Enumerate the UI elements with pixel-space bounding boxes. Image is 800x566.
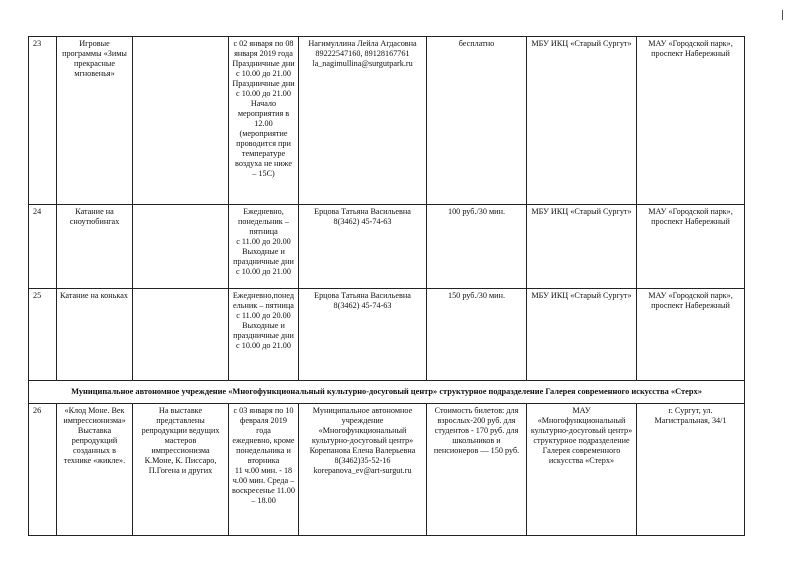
schedule-line: ежедневно, кроме понедельника и вторника (232, 436, 295, 466)
event-name: Игровые программы «Зимы прекрасные мгновенья» (57, 37, 133, 205)
contact-line: 8(3462) 45-74-63 (333, 301, 392, 310)
schedule-line: Начало мероприятия в 12.00 (237, 99, 290, 128)
contact-line: Корепанова Елена Валерьевна (309, 446, 416, 456)
event-organizer: МБУ ИКЦ «Старый Сургут» (527, 205, 637, 289)
event-name: Катание на коньках (57, 289, 133, 381)
event-location: МАУ «Городской парк», проспект Набережный (637, 37, 745, 205)
event-price: 100 руб./30 мин. (427, 205, 527, 289)
contact-line: Ерцова Татьяна Васильевна (314, 207, 411, 216)
event-schedule (229, 289, 299, 381)
event-location: г. Сургут, ул. Магистральная, 34/1 (637, 404, 745, 536)
schedule-line: (мероприятие проводится при температуре воздуха не ниже – 15С) (235, 129, 292, 178)
schedule-line: Выходные и праздничные дни с 10.00 до 21.00 (233, 247, 294, 276)
table-row (29, 205, 745, 289)
schedule-line: с 03 января по 10 февраля 2019 года (233, 406, 294, 436)
event-price: 150 руб./30 мин. (427, 289, 527, 381)
row-number: 25 (29, 289, 57, 381)
event-name: Катание на сноутюбингах (57, 205, 133, 289)
event-description (133, 289, 229, 381)
row-number: 23 (29, 37, 57, 205)
schedule-line: Ежедневно,понедельник – пятница (232, 291, 295, 310)
contact-line: Нагимуллина Лейла Агдасовна (308, 39, 417, 48)
section-header: Муниципальное автономное учреждение «Многофункциональный культурно-досуговый центр» структурное подразделение Галерея современного искусства «Стерх» (29, 381, 745, 404)
contact-line: Муниципальное автономное учреждение «Многофункциональный культурно-досуговый центр» (311, 406, 414, 446)
contact-line: 89222547160, 89128167761 (315, 49, 410, 58)
contact-line: la_nagimullina@surgutpark.ru (312, 59, 413, 68)
section-header-row (29, 381, 745, 404)
events-table (28, 36, 745, 536)
table-row (29, 37, 745, 205)
event-location: МАУ «Городской парк», проспект Набережный (637, 205, 745, 289)
schedule-line: с 11.00 до 20.00 (236, 311, 291, 320)
schedule-line: 11 ч.00 мин. - 18 ч.00 мин. Среда – воскресенье 11.00 – 18.00 (232, 466, 295, 506)
event-price: Стоимость билетов: для взрослых-200 руб. для студентов - 170 руб. для школьников и пенсионеров — 150 руб. (427, 404, 527, 536)
contact-line: Ерцова Татьяна Васильевна (314, 291, 411, 300)
event-description (133, 37, 229, 205)
schedule-line: Праздничные дни с 10.00 до 21.00 (232, 59, 295, 78)
schedule-line: Праздничные дни с 10.00 до 21.00 (232, 79, 295, 98)
event-organizer: МБУ ИКЦ «Старый Сургут» (527, 289, 637, 381)
schedule-line: с 02 января по 08 января 2019 года (233, 39, 294, 58)
event-name: «Клод Моне. Век импрессионизма» Выставка репродукций созданных в технике «жикле». (57, 404, 133, 536)
schedule-line: с 11.00 до 20.00 (236, 237, 291, 246)
contact-line: 8(3462)35-52-16 (334, 456, 391, 466)
contact-line: 8(3462) 45-74-63 (333, 217, 392, 226)
event-location: МАУ «Городской парк», проспект Набережный (637, 289, 745, 381)
event-schedule (229, 404, 299, 536)
event-schedule (229, 205, 299, 289)
table-row (29, 404, 745, 536)
event-contact (299, 404, 427, 536)
row-number: 26 (29, 404, 57, 536)
page-edge-mark (782, 10, 783, 20)
table-row (29, 289, 745, 381)
event-contact (299, 289, 427, 381)
row-number: 24 (29, 205, 57, 289)
event-organizer: МБУ ИКЦ «Старый Сургут» (527, 37, 637, 205)
event-schedule (229, 37, 299, 205)
event-description: На выставке представлены репродукции ведущих мастеров импрессионизма К.Моне, К. Писсаро, П.Гогена и других (133, 404, 229, 536)
event-contact (299, 37, 427, 205)
contact-line: korepanova_ev@art-surgut.ru (313, 466, 412, 476)
event-organizer: МАУ «Многофункциональный культурно-досуговый центр» структурное подразделение Галерея современного искусства «Стерх» (527, 404, 637, 536)
event-description (133, 205, 229, 289)
event-price: бесплатно (427, 37, 527, 205)
schedule-line: Ежедневно, понедельник – пятница (238, 207, 289, 236)
schedule-line: Выходные и праздничные дни с 10.00 до 21.00 (233, 321, 294, 350)
event-contact (299, 205, 427, 289)
